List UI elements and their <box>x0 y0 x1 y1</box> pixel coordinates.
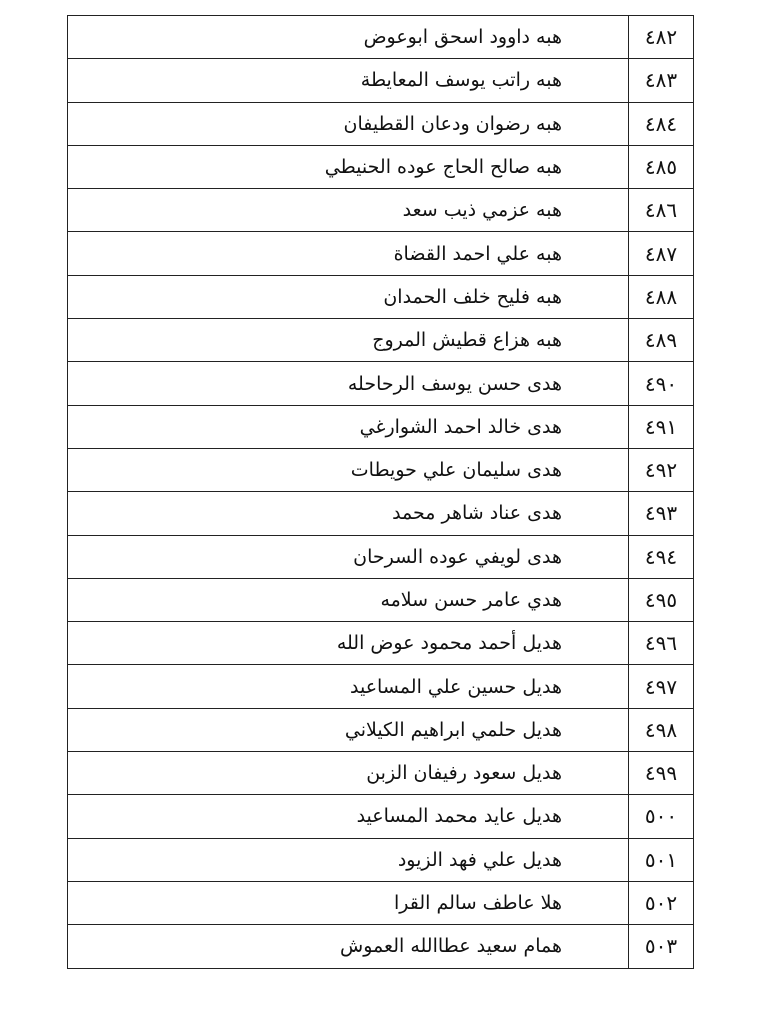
table-row <box>68 752 694 795</box>
table-row <box>68 448 694 491</box>
row-number-cell: ٥٠٣ <box>629 925 694 968</box>
table-row <box>68 16 694 59</box>
row-name-cell: هدى عناد شاهر محمد <box>68 492 629 535</box>
row-name-cell: هبه علي احمد القضاة <box>68 232 629 275</box>
table-row <box>68 622 694 665</box>
row-name-cell: هديل أحمد محمود عوض الله <box>68 622 629 665</box>
row-name-cell: هدى حسن يوسف الرحاحله <box>68 362 629 405</box>
table-row <box>68 319 694 362</box>
row-name-cell: هديل حسين علي المساعيد <box>68 665 629 708</box>
row-number-cell: ٤٩٠ <box>629 362 694 405</box>
row-name-cell: هدي عامر حسن سلامه <box>68 578 629 621</box>
row-number-cell: ٤٩٧ <box>629 665 694 708</box>
table-row <box>68 838 694 881</box>
row-number-cell: ٤٩٩ <box>629 752 694 795</box>
table-row <box>68 881 694 924</box>
row-name-cell: هبه صالح الحاج عوده الحنيطي <box>68 145 629 188</box>
row-name-cell: هبه هزاع قطيش المروج <box>68 319 629 362</box>
row-name-cell: همام سعيد عطاالله العموش <box>68 925 629 968</box>
table-row <box>68 189 694 232</box>
table-row <box>68 59 694 102</box>
row-number-cell: ٥٠٠ <box>629 795 694 838</box>
row-name-cell: هبه راتب يوسف المعايطة <box>68 59 629 102</box>
row-number-cell: ٤٨٦ <box>629 189 694 232</box>
row-number-cell: ٤٩٤ <box>629 535 694 578</box>
row-name-cell: هديل علي فهد الزيود <box>68 838 629 881</box>
row-name-cell: هدى خالد احمد الشوارغي <box>68 405 629 448</box>
row-name-cell: هديل سعود رفيفان الزبن <box>68 752 629 795</box>
row-name-cell: هبه عزمي ذيب سعد <box>68 189 629 232</box>
table-row <box>68 578 694 621</box>
table-row <box>68 405 694 448</box>
row-number-cell: ٤٩١ <box>629 405 694 448</box>
table-row <box>68 925 694 968</box>
row-number-cell: ٥٠١ <box>629 838 694 881</box>
table-row <box>68 795 694 838</box>
row-number-cell: ٤٨٤ <box>629 102 694 145</box>
table-row <box>68 535 694 578</box>
row-name-cell: هدى سليمان علي حويطات <box>68 448 629 491</box>
table-row <box>68 275 694 318</box>
row-number-cell: ٤٨٢ <box>629 16 694 59</box>
table-row <box>68 232 694 275</box>
table-row <box>68 492 694 535</box>
row-name-cell: هبه رضوان ودعان القطيفان <box>68 102 629 145</box>
row-number-cell: ٤٨٩ <box>629 319 694 362</box>
row-name-cell: هبه داوود اسحق ابوعوض <box>68 16 629 59</box>
row-name-cell: هديل عايد محمد المساعيد <box>68 795 629 838</box>
row-number-cell: ٤٩٣ <box>629 492 694 535</box>
table-row <box>68 665 694 708</box>
row-number-cell: ٤٩٢ <box>629 448 694 491</box>
row-name-cell: هديل حلمي ابراهيم الكيلاني <box>68 708 629 751</box>
row-name-cell: هلا عاطف سالم القرا <box>68 881 629 924</box>
row-number-cell: ٤٨٨ <box>629 275 694 318</box>
row-number-cell: ٤٩٥ <box>629 578 694 621</box>
table-row <box>68 708 694 751</box>
table-row <box>68 145 694 188</box>
names-table <box>67 15 694 969</box>
row-name-cell: هدى لويفي عوده السرحان <box>68 535 629 578</box>
table-row <box>68 362 694 405</box>
row-number-cell: ٥٠٢ <box>629 881 694 924</box>
row-number-cell: ٤٨٧ <box>629 232 694 275</box>
names-table-body <box>68 16 694 969</box>
row-number-cell: ٤٩٨ <box>629 708 694 751</box>
table-row <box>68 102 694 145</box>
row-number-cell: ٤٩٦ <box>629 622 694 665</box>
row-number-cell: ٤٨٥ <box>629 145 694 188</box>
row-number-cell: ٤٨٣ <box>629 59 694 102</box>
row-name-cell: هبه فليح خلف الحمدان <box>68 275 629 318</box>
